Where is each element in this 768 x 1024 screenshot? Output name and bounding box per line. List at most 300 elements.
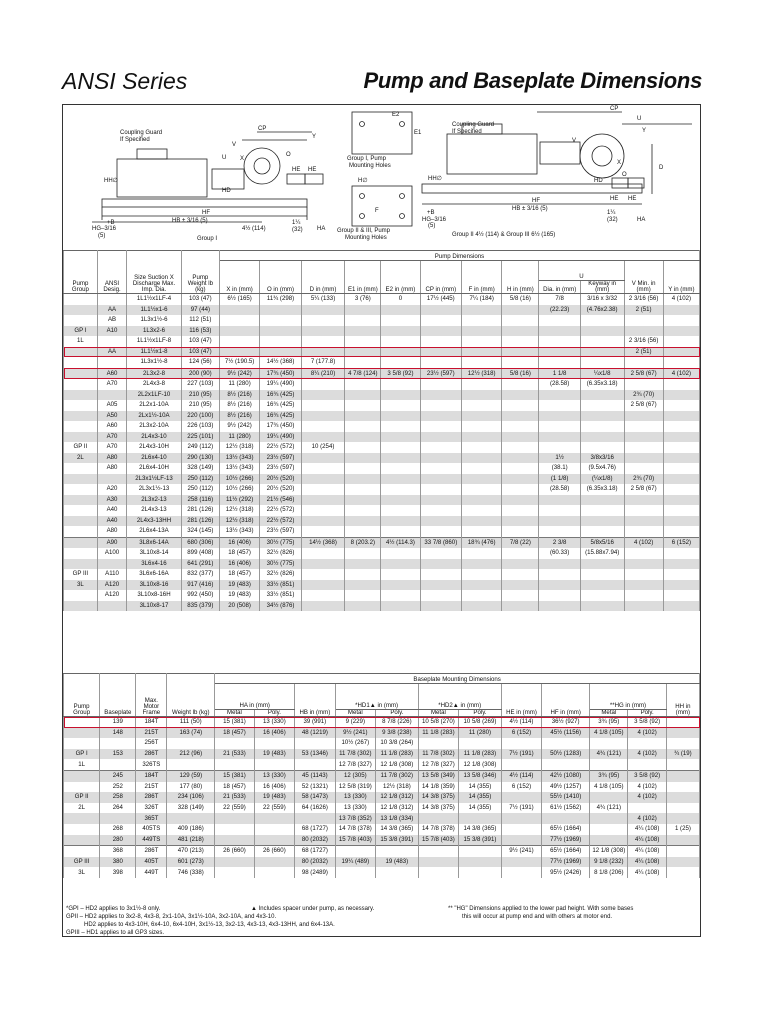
table-cell-dia (539, 442, 580, 453)
table-cell-e1 (345, 559, 381, 570)
table-cell-e1 (345, 569, 381, 580)
table-cell-f (462, 569, 502, 580)
table-cell-w: 225 (101) (181, 432, 219, 443)
table-cell-hgp: 4 (102) (628, 728, 666, 739)
table-cell-v (624, 559, 663, 570)
table-cell-o: 11¾ (298) (260, 294, 301, 305)
footnotes-right (448, 905, 698, 921)
table-cell-d1p: 10 3/8 (264) (376, 738, 419, 749)
table-cell-v: 2¾ (70) (624, 390, 663, 401)
table-cell-y (663, 379, 699, 390)
table-cell-w: 116 (53) (181, 326, 219, 337)
table-cell-w: 129 (59) (167, 770, 215, 781)
table-row (64, 442, 700, 453)
table-cell-a: A70 (97, 379, 126, 390)
table-cell-hap: 22 (559) (254, 803, 294, 814)
table-cell-o: 16¾ (425) (260, 400, 301, 411)
table-cell-y (663, 526, 699, 537)
table-cell-hf: 61½ (1562) (542, 803, 590, 814)
table-cell-e2 (381, 569, 420, 580)
table-row (64, 803, 700, 814)
table-cell-f: 326TS (136, 759, 167, 770)
table-cell-x: 12½ (318) (219, 442, 259, 453)
table-cell-g: 3L (64, 867, 100, 878)
table-cell-d2p (459, 813, 502, 824)
table-cell-hgp: 4¼ (108) (628, 846, 666, 857)
table-cell-d1p (376, 846, 419, 857)
table-cell-f (462, 580, 502, 591)
table-cell-a: A100 (97, 548, 126, 559)
table-cell-cp (420, 590, 461, 601)
table-cell-o: 20½ (520) (260, 484, 301, 495)
table-cell-d1p: 15 3/8 (391) (376, 835, 419, 846)
table-cell-s: 2L4x3-13HH (127, 516, 182, 527)
table-cell-hb: 80 (2032) (295, 857, 335, 868)
table-row (64, 357, 700, 368)
table-cell-e2 (381, 526, 420, 537)
left-motor-shape (117, 159, 207, 197)
table-cell-d1p: 12½ (318) (376, 782, 419, 793)
table-cell-g: 1L (64, 336, 98, 347)
table-cell-g (64, 357, 98, 368)
table-cell-f: 184T (136, 770, 167, 781)
table-row (64, 782, 700, 793)
table-cell-s: 3L10x8-14 (127, 548, 182, 559)
table-cell-kw (580, 326, 624, 337)
table-cell-e2 (381, 601, 420, 612)
table-cell-kw (580, 516, 624, 527)
table-cell-v: 2 3/16 (56) (624, 294, 663, 305)
table-cell-hgp: 4 (102) (628, 749, 666, 760)
table-cell-hf: 77½ (1969) (542, 835, 590, 846)
table-cell-f: 256T (136, 738, 167, 749)
table-cell-d1m: 11 7/8 (302) (335, 749, 375, 760)
table-row (64, 484, 700, 495)
hdr-e1: E1 in (mm) (345, 261, 381, 294)
table-cell-hap: 13 (330) (254, 770, 294, 781)
table-row (64, 867, 700, 878)
table-cell-d2p (459, 738, 502, 749)
table-cell-d (301, 590, 345, 601)
table-cell-e2: 0 (381, 294, 420, 305)
table-cell-hgm (590, 759, 628, 770)
table-cell-a: A120 (97, 590, 126, 601)
table-cell-w: 328 (149) (181, 463, 219, 474)
table-cell-b: 258 (100, 792, 136, 803)
table-cell-d (301, 326, 345, 337)
table-cell-h (502, 347, 539, 358)
table-cell-x: 11½ (292) (219, 495, 259, 506)
table-cell-x: 12½ (318) (219, 505, 259, 516)
table-cell-hgm (590, 824, 628, 835)
table-row (64, 495, 700, 506)
table-cell-e2 (381, 495, 420, 506)
table-cell-o (260, 315, 301, 326)
table-cell-a: AA (97, 305, 126, 316)
table-cell-v (624, 432, 663, 443)
table-cell-cp (420, 347, 461, 358)
hdr-y: Y in (mm) (663, 261, 699, 294)
table-cell-d (301, 379, 345, 390)
table-cell-s: 2L6x4-13A (127, 526, 182, 537)
table-cell-e2 (381, 315, 420, 326)
table-cell-d (301, 347, 345, 358)
table-cell-d (301, 453, 345, 464)
table-cell-x: 20 (508) (219, 601, 259, 612)
hdr-ha-metal: Metal (215, 709, 254, 716)
table-cell-b (100, 813, 136, 824)
table-cell-h (502, 453, 539, 464)
hdr-ha: HA in (mm) (215, 684, 295, 710)
table-cell-x: 9½ (242) (219, 421, 259, 432)
table-cell-ham (215, 867, 254, 878)
table-cell-ham: 22 (559) (215, 803, 254, 814)
table-cell-y (663, 505, 699, 516)
table-cell-hgm: 8 1/8 (206) (590, 867, 628, 878)
table-row (64, 368, 700, 379)
table-cell-y (663, 357, 699, 368)
table-cell-cp (420, 569, 461, 580)
table-cell-g: 1L (64, 759, 100, 770)
table-cell-x: 13½ (343) (219, 463, 259, 474)
table-cell-a (97, 357, 126, 368)
table-cell-cp (420, 357, 461, 368)
table-cell-d1p: 9 3/8 (238) (376, 728, 419, 739)
table-cell-y (663, 411, 699, 422)
table-cell-o: 34½ (876) (260, 601, 301, 612)
table-cell-w: 212 (96) (167, 749, 215, 760)
table-cell-x: 8½ (216) (219, 411, 259, 422)
table-cell-hap: 16 (406) (254, 782, 294, 793)
table-cell-kw: 3/8x3/16 (580, 453, 624, 464)
table-cell-w: 103 (47) (181, 336, 219, 347)
svg-text:E2: E2 (392, 112, 400, 118)
svg-text:Group I, Pump: Group I, Pump (347, 156, 387, 162)
table-cell-cp: 23½ (597) (420, 368, 461, 379)
table-cell-v: 4 (102) (624, 537, 663, 548)
table-row (64, 749, 700, 760)
table-cell-he (501, 857, 541, 868)
table-cell-s: 1L3x2-6 (127, 326, 182, 337)
table-cell-d2p: 15 3/8 (391) (459, 835, 502, 846)
svg-text:V: V (232, 142, 237, 148)
table-cell-a (97, 294, 126, 305)
table-cell-hh (666, 738, 699, 749)
table-cell-w: 899 (408) (181, 548, 219, 559)
table-cell-e2 (381, 326, 420, 337)
table-cell-o: 19¼ (490) (260, 379, 301, 390)
table-row (64, 770, 700, 781)
footnote-hg-2: this will occur at pump end and with others at motor end. (462, 914, 613, 920)
table-cell-hap (254, 813, 294, 824)
table-cell-f: 405TS (136, 824, 167, 835)
table-cell-hgp: 4 (102) (628, 782, 666, 793)
table-cell-cp (420, 559, 461, 570)
table-cell-hgm: 12 1/8 (308) (590, 846, 628, 857)
table-cell-w: 281 (126) (181, 505, 219, 516)
table-cell-a: A80 (97, 463, 126, 474)
table-cell-v (624, 505, 663, 516)
table-cell-d (301, 474, 345, 485)
table-cell-f: 405T (136, 857, 167, 868)
table-cell-kw (580, 390, 624, 401)
table-cell-hgm: 4¾ (121) (590, 749, 628, 760)
svg-text:1¼: 1¼ (292, 220, 301, 226)
table-cell-hap: 13 (330) (254, 717, 294, 728)
table-cell-w: 917 (416) (181, 580, 219, 591)
table-cell-g (64, 516, 98, 527)
table-cell-o: 23½ (597) (260, 526, 301, 537)
table-cell-y (663, 590, 699, 601)
table-row (64, 537, 700, 548)
table-cell-g (64, 526, 98, 537)
table-cell-hgp: 4 (102) (628, 792, 666, 803)
table-cell-dia: 2 3/8 (539, 537, 580, 548)
table-cell-s: 3L10x8-16 (127, 580, 182, 591)
svg-text:Mounting Holes: Mounting Holes (345, 235, 387, 241)
table-cell-o: 22½ (572) (260, 516, 301, 527)
table-cell-kw: (6.35x3.18) (580, 379, 624, 390)
table-cell-g (64, 390, 98, 401)
table-cell-e2 (381, 453, 420, 464)
table-cell-f: 449TS (136, 835, 167, 846)
table-cell-hap: 19 (483) (254, 749, 294, 760)
table-cell-d2m (418, 857, 458, 868)
table-cell-g: 3L (64, 580, 98, 591)
table-cell-y (663, 305, 699, 316)
table-cell-f (462, 526, 502, 537)
table-row (64, 548, 700, 559)
table-cell-hh: 1 (25) (666, 824, 699, 835)
table-cell-dia (539, 357, 580, 368)
table-cell-cp (420, 315, 461, 326)
table-cell-f (462, 516, 502, 527)
table-cell-d1m: 12 (305) (335, 770, 375, 781)
table-cell-ham (215, 813, 254, 824)
table-cell-he: 4½ (114) (501, 770, 541, 781)
table-cell-f: 184T (136, 717, 167, 728)
table-cell-x: 12½ (318) (219, 516, 259, 527)
table-cell-s: 2Lx1½-10A (127, 411, 182, 422)
table-cell-hb: 58 (1473) (295, 792, 335, 803)
table-cell-d1m (335, 846, 375, 857)
table-cell-cp (420, 495, 461, 506)
table-cell-e2 (381, 357, 420, 368)
table-cell-o: 32½ (826) (260, 548, 301, 559)
svg-text:HH∅: HH∅ (428, 176, 442, 182)
table-cell-d2m: 13 5/8 (349) (418, 770, 458, 781)
table-cell-g: GP II (64, 442, 98, 453)
hdr-hd1-metal: Metal (335, 709, 375, 716)
table-cell-d (301, 559, 345, 570)
table-cell-cp (420, 601, 461, 612)
table-cell-a: A70 (97, 442, 126, 453)
table-cell-f: 365T (136, 813, 167, 824)
table-cell-dia (539, 505, 580, 516)
table-cell-hap: 16 (406) (254, 728, 294, 739)
table-cell-v (624, 421, 663, 432)
footnote-spacer: ▲ Includes spacer under pump, as necessary. (251, 906, 375, 912)
table-cell-y (663, 400, 699, 411)
table-cell-s: 2L3x1½-13 (127, 484, 182, 495)
table-cell-d (301, 484, 345, 495)
svg-text:HA: HA (317, 226, 326, 232)
table-cell-f (462, 548, 502, 559)
table-cell-hf: 50½ (1283) (542, 749, 590, 760)
table-row (64, 294, 700, 305)
table-cell-a: A70 (97, 432, 126, 443)
table-cell-b: 398 (100, 867, 136, 878)
table-cell-d1m: 13 7/8 (352) (335, 813, 375, 824)
table-cell-v (624, 580, 663, 591)
table-cell-kw (580, 442, 624, 453)
table-cell-kw (580, 495, 624, 506)
table-cell-w: 409 (186) (167, 824, 215, 835)
table-cell-he: 7½ (191) (501, 803, 541, 814)
table-cell-d1m: 9 (229) (335, 717, 375, 728)
table-cell-g (64, 717, 100, 728)
table-cell-d1p: 12 1/8 (308) (376, 759, 419, 770)
table-cell-cp (420, 336, 461, 347)
table-cell-w: 103 (47) (181, 347, 219, 358)
table-cell-b: 245 (100, 770, 136, 781)
svg-text:O: O (622, 172, 627, 178)
table-cell-e2 (381, 411, 420, 422)
table-cell-f: 7¼ (184) (462, 294, 502, 305)
table-cell-kw: (15.88x7.94) (580, 548, 624, 559)
table-cell-h (502, 548, 539, 559)
table-cell-e1 (345, 548, 381, 559)
hdr-e2: E2 in (mm) (381, 261, 420, 294)
table-cell-f (462, 379, 502, 390)
table-cell-d1m: 19¼ (489) (335, 857, 375, 868)
table-cell-g (64, 590, 98, 601)
table-cell-cp (420, 516, 461, 527)
table-cell-e1 (345, 347, 381, 358)
svg-text:HE: HE (292, 167, 301, 173)
hdr-hd2-poly: Poly. (459, 709, 502, 716)
table-cell-cp (420, 379, 461, 390)
table-cell-g (64, 846, 100, 857)
table-cell-s: 2L4x3-13 (127, 505, 182, 516)
table-cell-h (502, 526, 539, 537)
table-cell-y: 6 (152) (663, 537, 699, 548)
table-cell-b: 380 (100, 857, 136, 868)
table-cell-ham (215, 759, 254, 770)
table-cell-d1p: 19 (483) (376, 857, 419, 868)
table-cell-v: 2¾ (70) (624, 474, 663, 485)
table-cell-y: 4 (102) (663, 368, 699, 379)
table-cell-kw (580, 421, 624, 432)
table-cell-h (502, 390, 539, 401)
svg-text:+B: +B (107, 220, 115, 226)
table-cell-y (663, 484, 699, 495)
table-cell-g (64, 495, 98, 506)
table-row (64, 728, 700, 739)
table-cell-s: 1L1½x1LF-4 (127, 294, 182, 305)
table-cell-h (502, 357, 539, 368)
table-cell-e1 (345, 474, 381, 485)
table-cell-a: A80 (97, 526, 126, 537)
table-cell-d1p: 12 1/8 (312) (376, 792, 419, 803)
table-cell-hb: 80 (2032) (295, 835, 335, 846)
table-cell-w: 177 (80) (167, 782, 215, 793)
table-cell-o: 17¾ (450) (260, 421, 301, 432)
svg-text:Mounting Holes: Mounting Holes (349, 163, 391, 169)
table-cell-d (301, 411, 345, 422)
hdr-u: U (539, 261, 624, 281)
table-cell-dia (539, 400, 580, 411)
table-cell-w: 200 (90) (181, 368, 219, 379)
table-row (64, 453, 700, 464)
table-cell-d2m: 15 7/8 (403) (418, 835, 458, 846)
table-cell-kw: 5/8x5/16 (580, 537, 624, 548)
table-cell-v (624, 590, 663, 601)
table-cell-x (219, 315, 259, 326)
table-cell-hf: 65½ (1664) (542, 846, 590, 857)
table-cell-o (260, 336, 301, 347)
table-cell-hgm: 4 1/8 (105) (590, 782, 628, 793)
table-cell-b: 153 (100, 749, 136, 760)
table-cell-g: GP III (64, 569, 98, 580)
table-cell-h (502, 495, 539, 506)
table-cell-kw: ¼x1/8 (580, 368, 624, 379)
table-cell-g (64, 315, 98, 326)
table-cell-w: 832 (377) (181, 569, 219, 580)
table-cell-a: A80 (97, 453, 126, 464)
table-cell-f (462, 421, 502, 432)
table-cell-v (624, 463, 663, 474)
table-cell-ham (215, 824, 254, 835)
hdr-ansi: ANSI Desig. (97, 251, 126, 294)
table-cell-hgp (628, 803, 666, 814)
table-cell-w: 601 (273) (167, 857, 215, 868)
table-cell-g (64, 601, 98, 612)
table-cell-kw (580, 400, 624, 411)
table-cell-v: 2 5/8 (67) (624, 400, 663, 411)
table-row (64, 792, 700, 803)
table-cell-dia: 1 1/8 (539, 368, 580, 379)
table-cell-d (301, 548, 345, 559)
table-cell-h (502, 463, 539, 474)
table-cell-g (64, 294, 98, 305)
table-row (64, 390, 700, 401)
table-cell-d (301, 463, 345, 474)
table-cell-d2m (418, 846, 458, 857)
table-cell-h: 5/8 (16) (502, 368, 539, 379)
table-cell-d2m: 14 3/8 (375) (418, 803, 458, 814)
table-cell-w: 103 (47) (181, 294, 219, 305)
svg-text:+B: +B (427, 210, 435, 216)
table-cell-kw: (¼x1/8) (580, 474, 624, 485)
svg-text:4½ (114): 4½ (114) (242, 226, 266, 232)
table-cell-o: 33½ (851) (260, 580, 301, 591)
svg-text:If Specified: If Specified (452, 129, 482, 135)
table-cell-d2p: 11 (280) (459, 728, 502, 739)
table-cell-hh (666, 759, 699, 770)
svg-text:U: U (222, 155, 227, 161)
table-cell-f: 18¾ (476) (462, 537, 502, 548)
table-cell-cp (420, 400, 461, 411)
svg-text:O: O (286, 152, 291, 158)
table-cell-o: 17¾ (450) (260, 368, 301, 379)
table-cell-e1 (345, 601, 381, 612)
table-row (64, 846, 700, 857)
hdr-he: HE in (mm) (501, 684, 541, 717)
svg-text:HE: HE (610, 196, 619, 202)
table-row (64, 411, 700, 422)
svg-text:E1: E1 (414, 130, 422, 136)
